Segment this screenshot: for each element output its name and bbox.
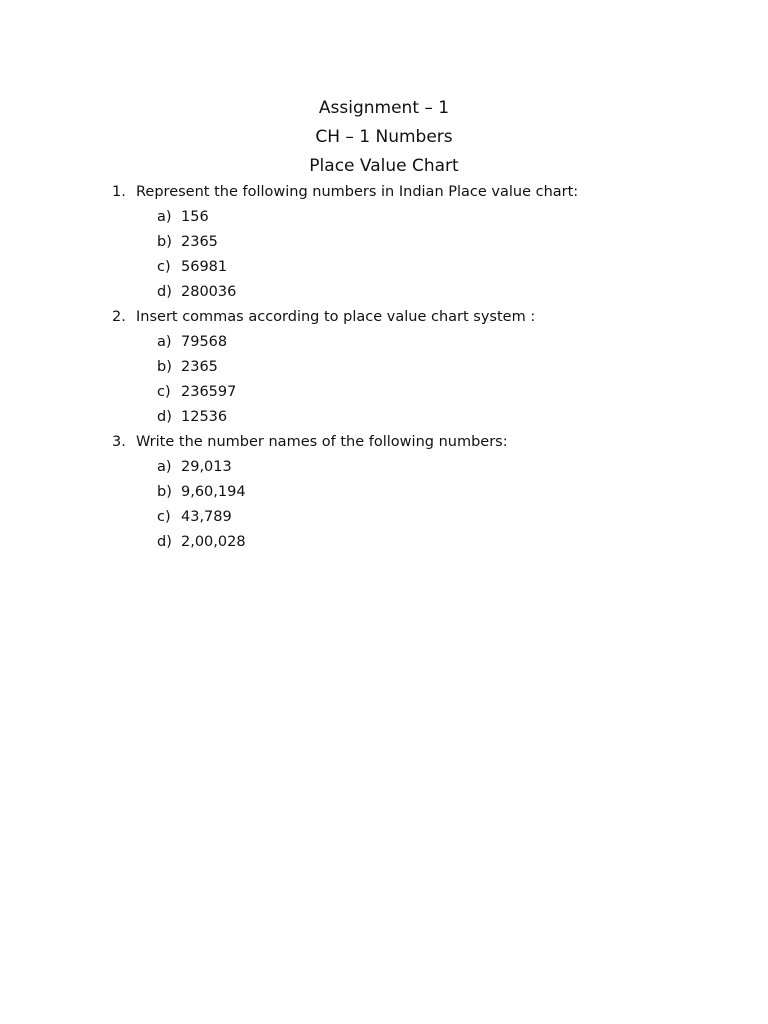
option-value: 43,789 [181,509,232,525]
option-value: 156 [181,209,209,225]
title-block [0,94,768,181]
option-item [112,380,732,405]
option-value: 79568 [181,334,228,350]
option-letter: b) [157,484,172,500]
option-value: 12536 [181,409,228,425]
assignment-title: Assignment – 1 [318,98,450,118]
question-line [112,430,732,455]
option-value: 2365 [181,234,218,250]
option-letter: a) [157,334,172,350]
option-list [112,455,732,555]
question-text: Write the number names of the following numbers: [136,434,508,450]
option-item [112,205,732,230]
option-item [112,480,732,505]
option-value: 29,013 [181,459,232,475]
option-item [112,280,732,305]
question-1 [112,180,732,305]
chapter-title: CH – 1 Numbers [315,127,453,147]
question-3 [112,430,732,555]
option-item [112,455,732,480]
option-letter: a) [157,459,172,475]
option-item [112,505,732,530]
option-letter: b) [157,234,172,250]
option-item [112,230,732,255]
option-item [112,405,732,430]
option-letter: c) [157,384,171,400]
question-2 [112,305,732,430]
option-letter: a) [157,209,172,225]
option-item [112,530,732,555]
option-value: 2365 [181,359,218,375]
question-text: Insert commas according to place value chart system : [136,309,536,325]
option-item [112,255,732,280]
option-item [112,330,732,355]
topic-title: Place Value Chart [309,156,459,176]
option-value: 56981 [181,259,228,275]
option-value: 2,00,028 [181,534,246,550]
option-letter: c) [157,509,171,525]
option-value: 9,60,194 [181,484,246,500]
option-item [112,355,732,380]
option-list [112,205,732,305]
option-letter: d) [157,534,172,550]
option-letter: c) [157,259,171,275]
question-line [112,305,732,330]
option-list [112,330,732,430]
question-number: 3. [112,434,126,450]
question-line [112,180,732,205]
option-letter: d) [157,409,172,425]
option-letter: b) [157,359,172,375]
option-letter: d) [157,284,172,300]
option-value: 280036 [181,284,237,300]
question-number: 2. [112,309,126,325]
question-list [112,180,732,555]
option-value: 236597 [181,384,237,400]
question-number: 1. [112,184,126,200]
question-text: Represent the following numbers in Indian Place value chart: [136,184,579,200]
